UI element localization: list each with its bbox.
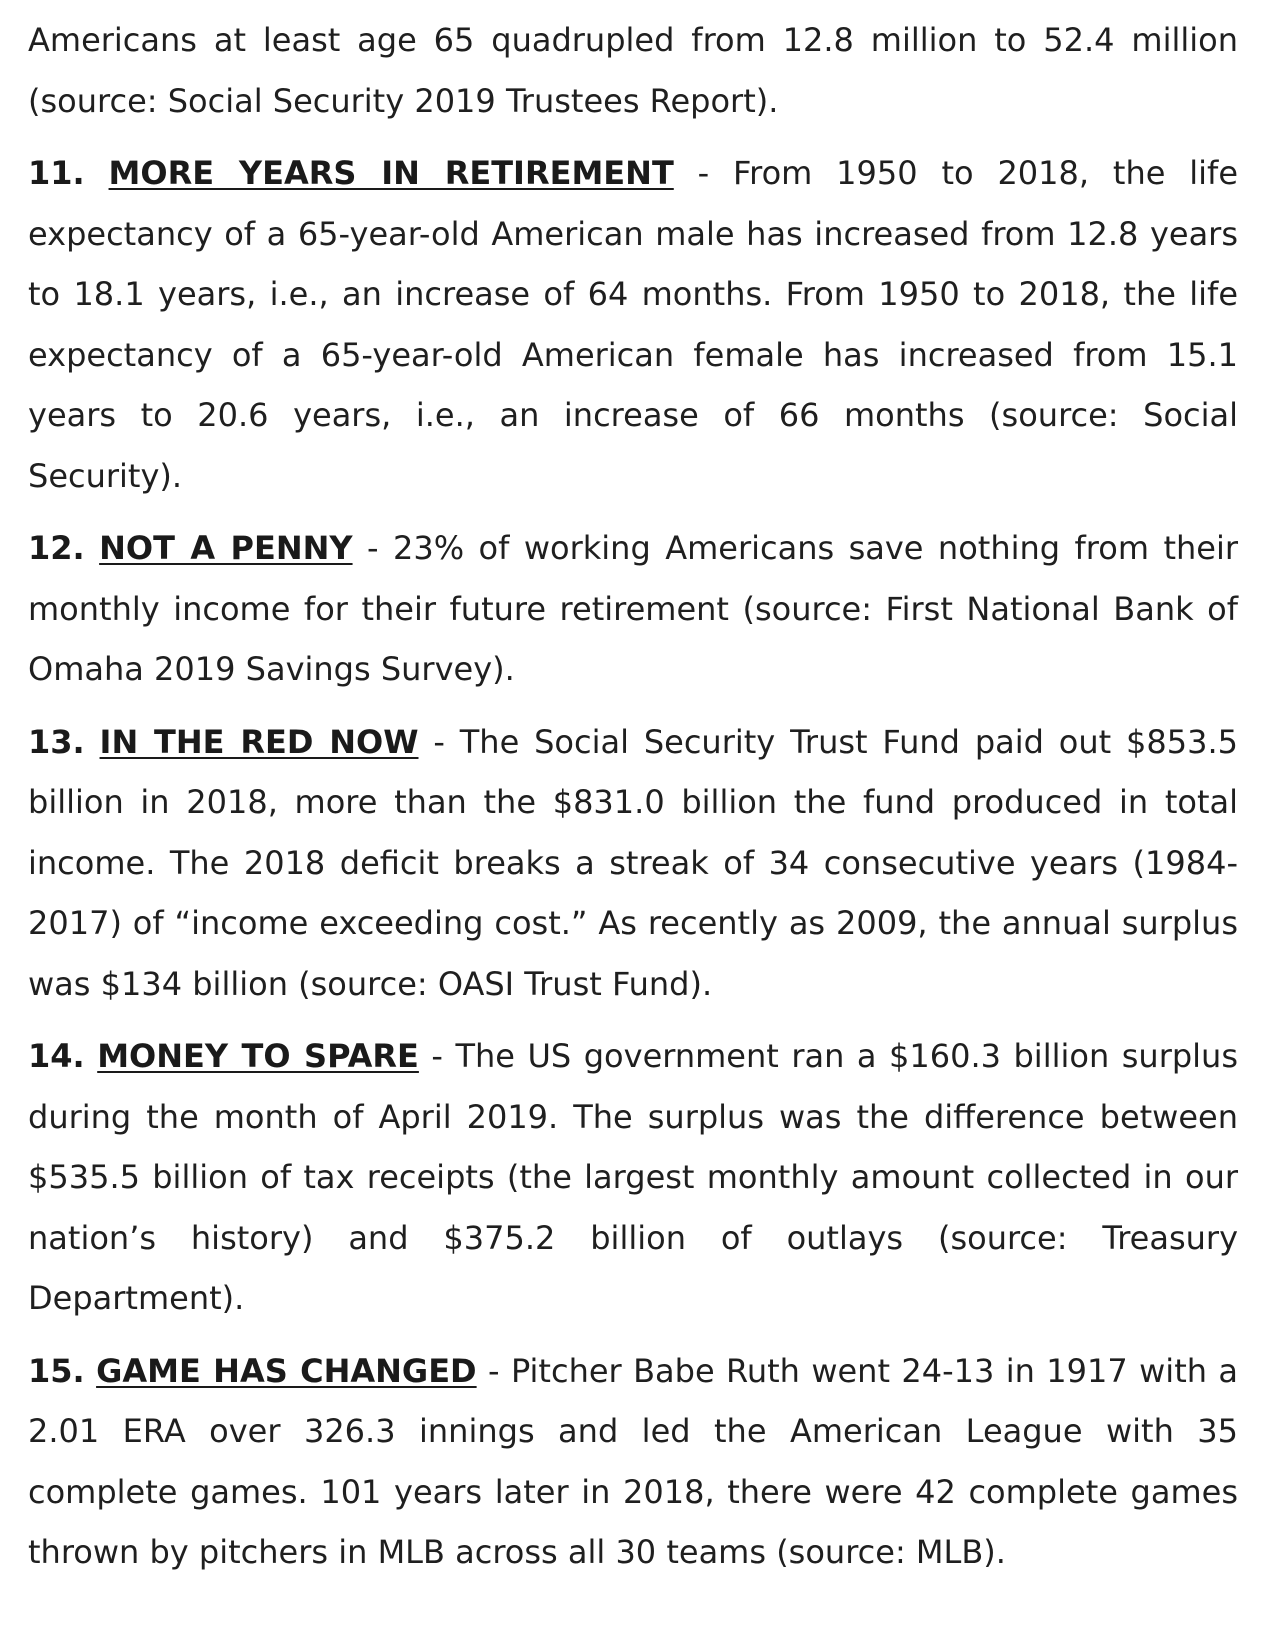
document-page: [28, 10, 1238, 1595]
item-body: - The US government ran a $160.3 billion surplus during the month of April 2019. The surplus was the difference between $535.5 billion of tax receipts (the largest monthly amount collected in our nation’s history) and $375.2 billion of outlays (source: Treasury Department).: [28, 1037, 1239, 1317]
item-body: - 23% of working Americans save nothing from their monthly income for their future retirement (source: First National Bank of Omaha 2019 Savings Survey).: [28, 529, 1238, 688]
item-heading: NOT A PENNY: [99, 529, 353, 567]
intro-text: Americans at least age 65 quadrupled from 12.8 million to 52.4 million (source: Social Security 2019 Trustees Report).: [28, 21, 1238, 120]
item-body: - The Social Security Trust Fund paid out $853.5 billion in 2018, more than the $831.0 billion the fund produced in total income. The 2018 deficit breaks a streak of 34 consecutive years (1984-2017) of “income exceeding cost.” As recently as 2009, the annual surplus was $134 billion (source: OASI Trust Fund).: [28, 722, 1239, 1003]
item-number: 14.: [28, 1037, 85, 1075]
item-heading: MONEY TO SPARE: [97, 1037, 419, 1075]
item-number: 11.: [28, 154, 85, 192]
item-paragraph-15: [28, 1341, 1238, 1583]
intro-paragraph: [28, 10, 1238, 131]
item-paragraph-11: [28, 143, 1238, 506]
item-paragraph-13: [28, 712, 1238, 1015]
item-number: 15.: [28, 1351, 85, 1390]
item-heading: GAME HAS CHANGED: [96, 1351, 477, 1390]
item-paragraph-14: [28, 1026, 1238, 1329]
item-number: 12.: [28, 529, 85, 567]
item-body: - Pitcher Babe Ruth went 24-13 in 1917 with a 2.01 ERA over 326.3 innings and led the American League with 35 complete games. 101 years later in 2018, there were 42 complete games thrown by pitchers in MLB across all 30 teams (source: MLB).: [28, 1351, 1239, 1571]
item-heading: MORE YEARS IN RETIREMENT: [108, 154, 674, 192]
item-number: 13.: [28, 722, 85, 761]
item-paragraph-12: [28, 518, 1238, 700]
item-heading: IN THE RED NOW: [99, 722, 419, 761]
item-body: - From 1950 to 2018, the life expectancy of a 65-year-old American male has increased from 12.8 years to 18.1 years, i.e., an increase of 64 months. From 1950 to 2018, the life expectancy of a 65-year-old American female has increased from 15.1 years to 20.6 years, i.e., an increase of 66 months (source: Social Security).: [28, 154, 1239, 495]
